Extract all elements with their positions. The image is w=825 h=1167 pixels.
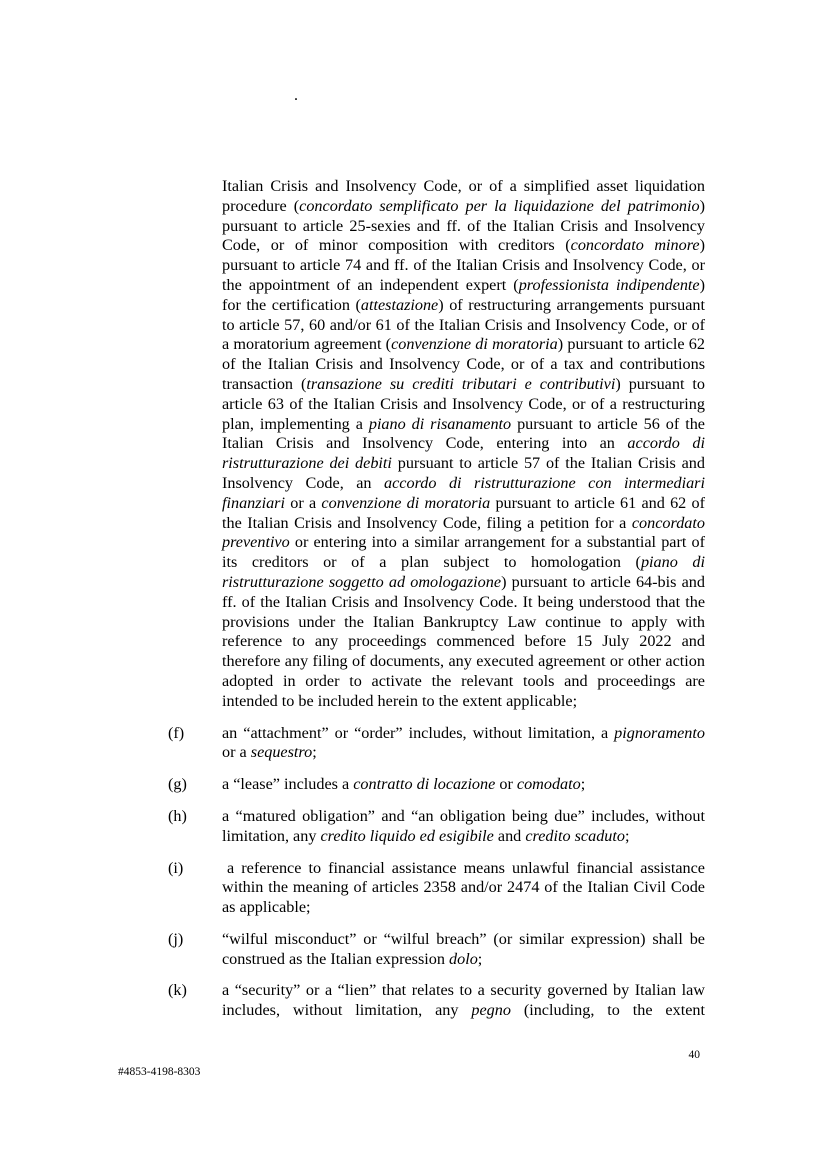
- text-run: and: [493, 826, 526, 845]
- text-run: ) for the certification (: [222, 275, 705, 314]
- list-item: [168, 775, 705, 795]
- item-label: (k): [168, 981, 187, 1000]
- italic-text-run: pegno: [471, 1001, 511, 1020]
- text-run: a “matured obligation” and “an obligation being due” includes, without limitation, any: [222, 806, 705, 845]
- text-run: pursuant to article 57 of the Italian Crisis and Insolvency Code, an: [222, 454, 705, 492]
- text-run: ;: [624, 826, 630, 845]
- italic-text-run: sequestro: [250, 743, 313, 762]
- italic-text-run: pignoramento: [614, 723, 705, 742]
- text-run: (including, to the extent: [510, 1001, 705, 1020]
- italic-text-run: convenzione di moratoria: [321, 493, 491, 512]
- italic-text-run: convenzione di moratoria: [391, 335, 558, 354]
- text-run: pursuant to article 61 and 62 of the Italian Crisis and Insolvency Code, filing a petition for a: [222, 493, 706, 532]
- text-run: a “lease” includes a: [222, 775, 354, 794]
- italic-text-run: credito scaduto: [525, 826, 625, 845]
- stray-mark: .: [294, 87, 298, 104]
- item-text: [222, 724, 705, 764]
- italic-text-run: piano di risanamento: [368, 414, 512, 433]
- text-run: ;: [312, 743, 317, 762]
- text-run: or entering into a similar arrangement for a substantial part of its creditors or of a plan subject to homologation (: [222, 533, 705, 572]
- item-label: (h): [168, 806, 187, 825]
- text-run: ) pursuant to article 64-bis and ff. of the Italian Crisis and Insolvency Code. It being understood that the provisions under the Italian Bankruptcy Law continue to apply with reference to any proceedings commenced before 15 July 2022 and therefore any filing of documents, any executed agreement or other action adopted in order to activate the relevant tools and proceedings are intended to be included herein to the extent applicable;: [222, 572, 705, 710]
- italic-text-run: comodato: [516, 775, 581, 794]
- item-text: [222, 930, 705, 970]
- text-run: or a: [222, 743, 251, 762]
- list-item: [168, 723, 705, 764]
- italic-text-run: transazione su crediti tributari e contributivi: [306, 374, 616, 393]
- text-run: ) pursuant to article 63 of the Italian Crisis and Insolvency Code, or of a restructuring plan, implementing a: [222, 374, 705, 433]
- list-item: [168, 929, 705, 970]
- item-label: (g): [168, 775, 187, 794]
- item-text: [222, 981, 705, 1021]
- italic-text-run: dolo: [449, 949, 478, 968]
- italic-text-run: concordato preventivo: [222, 513, 705, 552]
- text-run: ) pursuant to article 25-sexies and ff. of the Italian Crisis and Insolvency Code, or of minor composition with creditors (: [222, 196, 706, 255]
- italic-text-run: concordato minore: [570, 236, 700, 255]
- text-run: ;: [580, 775, 586, 794]
- text-run: an “attachment” or “order” includes, without limitation, a: [222, 723, 615, 742]
- text-run: Italian Crisis and Insolvency Code, or of a simplified asset liquidation procedure (: [222, 177, 705, 215]
- text-run: or a: [284, 493, 322, 512]
- italic-text-run: concordato semplificato per la liquidazione del patrimonio: [299, 196, 700, 215]
- text-run: ) pursuant to article 62 of the Italian Crisis and Insolvency Code, or of a tax and contributions transaction (: [222, 335, 705, 393]
- text-run: “wilful misconduct” or “wilful breach” (or similar expression) shall be construed as the Italian expression: [222, 929, 705, 968]
- text-run: or: [495, 775, 517, 794]
- item-label: (j): [168, 929, 184, 948]
- text-run: a reference to financial assistance means unlawful financial assistance within the meaning of articles 2358 and/or 2474 of the Italian Civil Code as applicable;: [222, 858, 705, 917]
- item-label: (f): [168, 723, 185, 742]
- text-body: [168, 177, 706, 1033]
- text-run: ;: [477, 949, 483, 968]
- italic-text-run: attestazione: [360, 295, 439, 314]
- italic-text-run: contratto di locazione: [353, 775, 496, 794]
- italic-text-run: piano di ristrutturazione soggetto ad omologazione: [222, 553, 705, 591]
- definition-list: [168, 723, 705, 1022]
- page-number: 40: [688, 1049, 700, 1061]
- item-text: [222, 807, 705, 847]
- item-text: [222, 859, 705, 918]
- continuation-paragraph: [222, 177, 705, 712]
- document-id-footer: #4853-4198-8303: [118, 1066, 201, 1078]
- text-run: ) of restructuring arrangements pursuant to article 57, 60 and/or 61 of the Italian Crisis and Insolvency Code, or of a moratorium agreement (: [222, 295, 705, 354]
- text-run: a “security” or a “lien” that relates to a security governed by Italian law includes, without limitation, any: [222, 981, 705, 1020]
- item-text: [222, 775, 705, 795]
- italic-text-run: professionista indipendente: [518, 275, 700, 294]
- italic-text-run: credito liquido ed esigibile: [320, 826, 494, 845]
- text-run: ) pursuant to article 74 and ff. of the Italian Crisis and Insolvency Code, or the appointment of an independent expert (: [222, 236, 705, 294]
- italic-text-run: accordo di ristrutturazione dei debiti: [222, 434, 705, 473]
- italic-text-run: accordo di ristrutturazione con intermediari finanziari: [222, 473, 705, 512]
- item-label: (i): [168, 858, 184, 877]
- list-item: [168, 806, 705, 847]
- list-item: [168, 858, 705, 918]
- text-run: pursuant to article 56 of the Italian Crisis and Insolvency Code, entering into an: [222, 414, 705, 453]
- list-item: [168, 981, 705, 1021]
